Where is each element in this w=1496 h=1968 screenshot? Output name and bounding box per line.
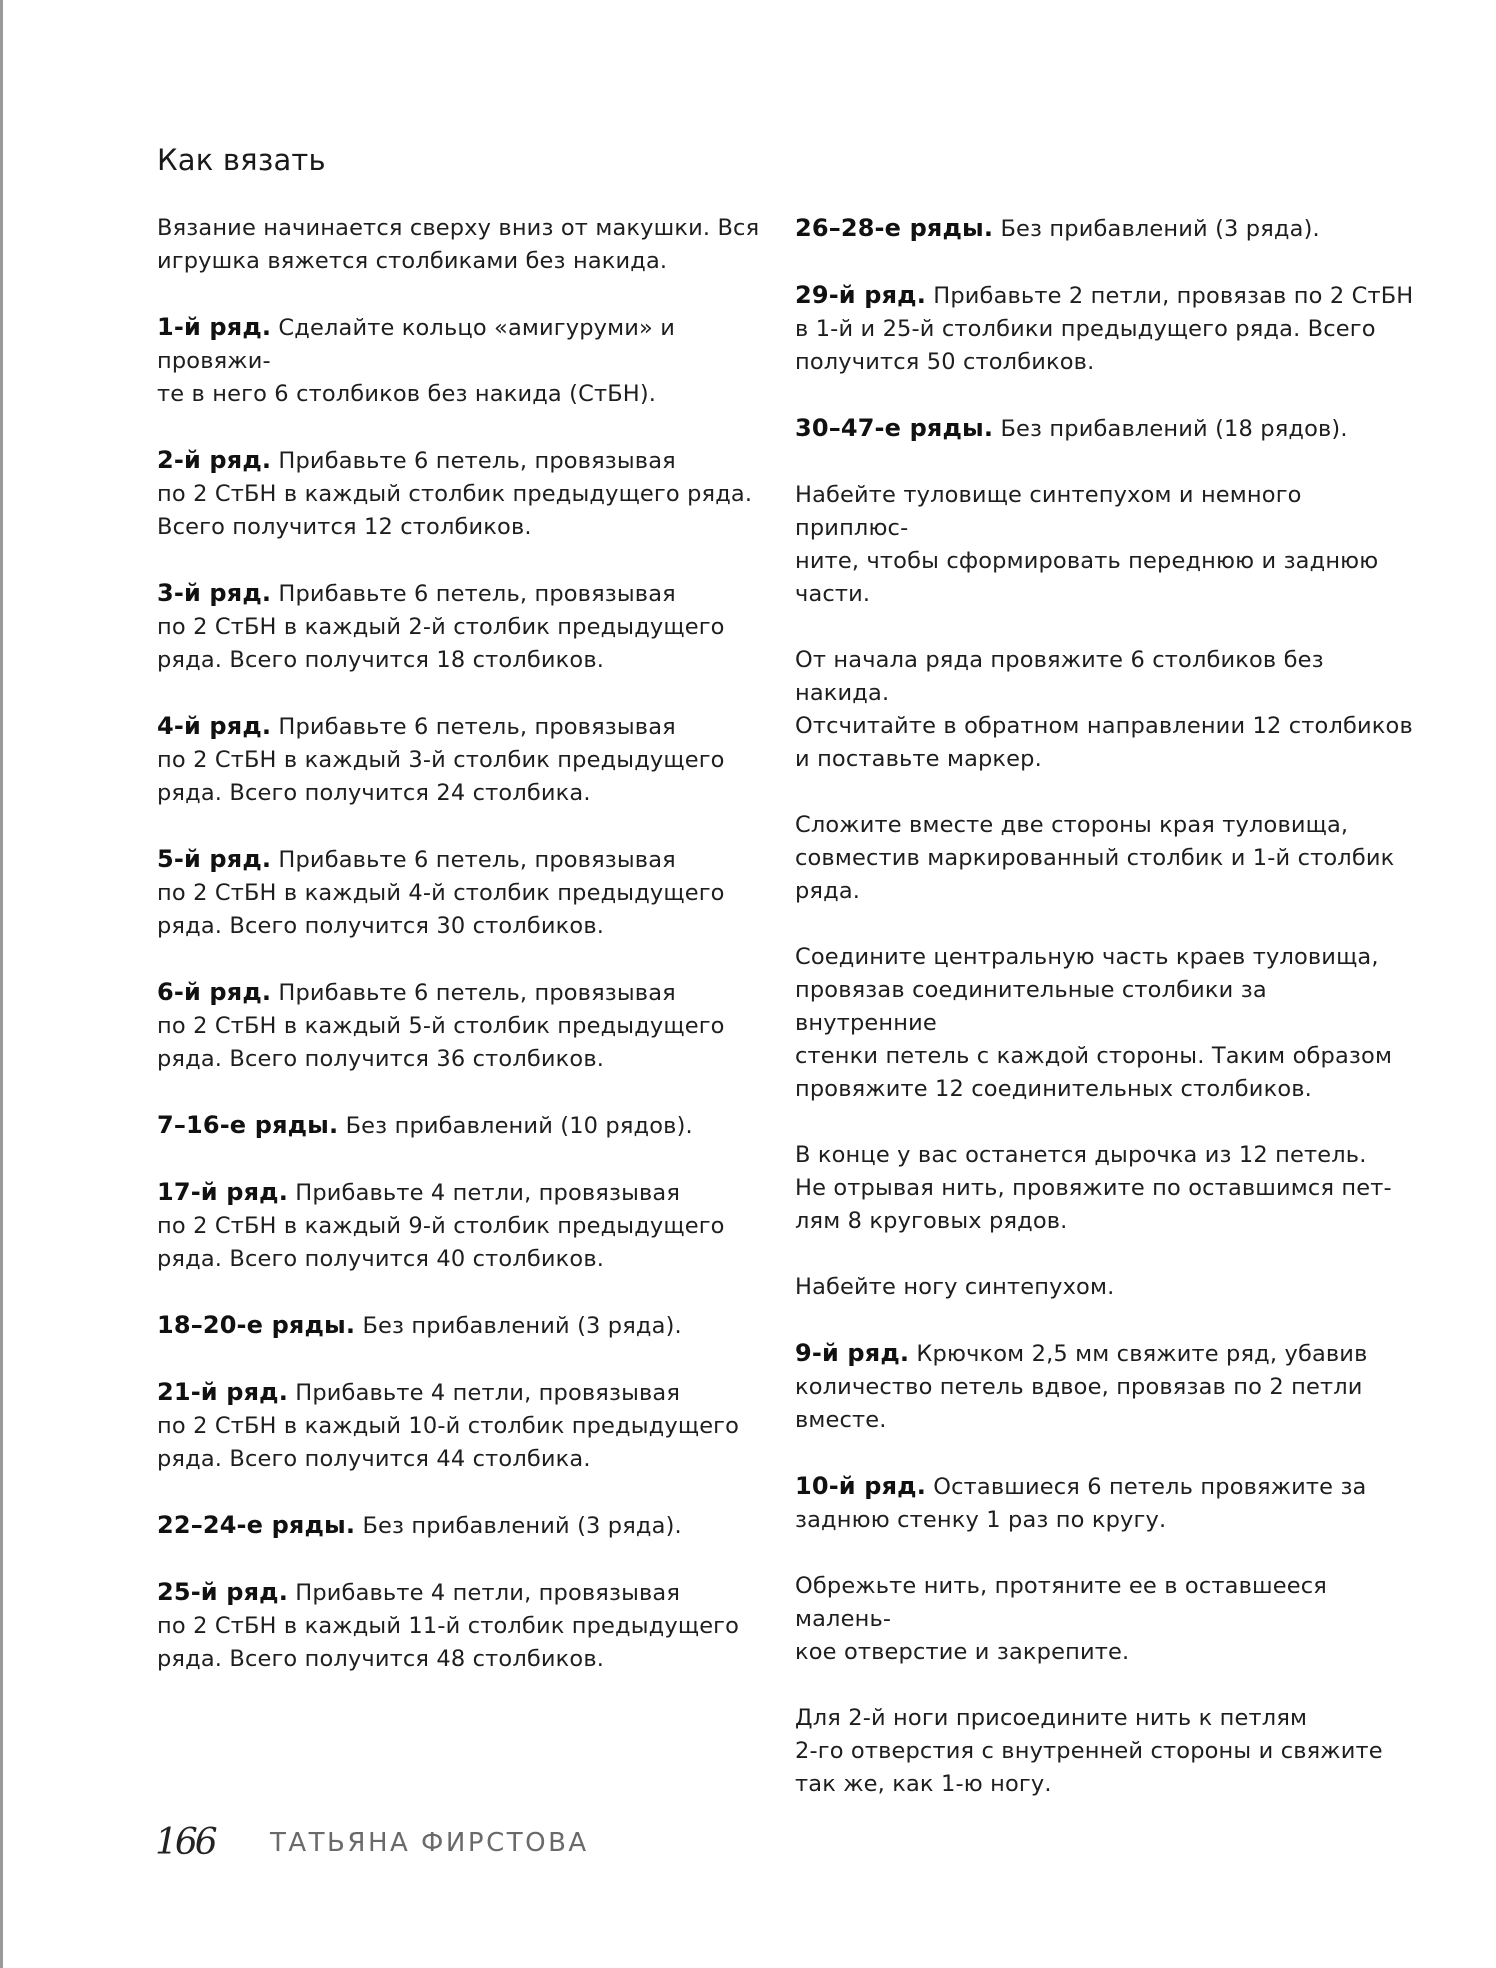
paragraph-text: Прибавьте 4 петли, провязывая по 2 СтБН в каждый 9-й столбик предыдущего ряда. Всего получится 40 столбиков. <box>157 1180 725 1272</box>
paragraph-text: Без прибавлений (18 рядов). <box>993 416 1348 442</box>
paragraph <box>157 710 777 810</box>
paragraph <box>795 1702 1415 1801</box>
paragraph-text: Набейте туловище синтепухом и немного приплюс- ните, чтобы сформировать переднюю и заднюю части. <box>795 482 1379 607</box>
paragraph-text: Сделайте кольцо «амигуруми» и провяжи- те в него 6 столбиков без накида (СтБН). <box>157 315 676 407</box>
paragraph <box>795 1470 1415 1537</box>
row-label: 2-й ряд. <box>157 446 272 474</box>
row-label: 10-й ряд. <box>795 1472 926 1500</box>
paragraph <box>157 577 777 677</box>
paragraph <box>157 976 777 1076</box>
paragraph-text: Без прибавлений (3 ряда). <box>355 1513 682 1539</box>
paragraph <box>157 444 777 544</box>
paragraph-text: Без прибавлений (3 ряда). <box>355 1313 682 1339</box>
row-label: 4-й ряд. <box>157 712 272 740</box>
paragraph <box>795 212 1415 246</box>
row-label: 29-й ряд. <box>795 281 926 309</box>
paragraph <box>795 479 1415 611</box>
row-label: 3-й ряд. <box>157 579 272 607</box>
paragraph <box>795 941 1415 1106</box>
paragraph <box>795 412 1415 446</box>
row-label: 25-й ряд. <box>157 1578 288 1606</box>
paragraph-text: Оставшиеся 6 петель провяжите за заднюю стенку 1 раз по кругу. <box>795 1474 1367 1533</box>
row-label: 26–28-е ряды. <box>795 214 994 242</box>
paragraph-text: Прибавьте 4 петли, провязывая по 2 СтБН в каждый 10-й столбик предыдущего ряда. Всего получится 44 столбика. <box>157 1380 740 1472</box>
paragraph <box>795 1570 1415 1669</box>
paragraph <box>157 1376 777 1476</box>
paragraph-text: В конце у вас останется дырочка из 12 петель. Не отрывая нить, провяжите по оставшимся пет- лям 8 круговых рядов. <box>795 1142 1392 1234</box>
right-text-column <box>795 212 1415 1834</box>
paragraph-text: Прибавьте 6 петель, провязывая по 2 СтБН в каждый столбик предыдущего ряда. Всего получится 12 столбиков. <box>157 448 753 540</box>
row-label: 22–24-е ряды. <box>157 1511 356 1539</box>
paragraph-text: Прибавьте 6 петель, провязывая по 2 СтБН в каждый 4-й столбик предыдущего ряда. Всего получится 30 столбиков. <box>157 847 725 939</box>
paragraph-text: Обрежьте нить, протяните ее в оставшееся малень- кое отверстие и закрепите. <box>795 1573 1327 1665</box>
paragraph-text: Прибавьте 4 петли, провязывая по 2 СтБН в каждый 11-й столбик предыдущего ряда. Всего получится 48 столбиков. <box>157 1580 740 1672</box>
paragraph <box>157 1109 777 1143</box>
paragraph-text: Сложите вместе две стороны края туловища, совместив маркированный столбик и 1-й столбик ряда. <box>795 812 1395 904</box>
paragraph-text: Без прибавлений (10 рядов). <box>338 1113 693 1139</box>
row-label: 18–20-е ряды. <box>157 1311 356 1339</box>
paragraph <box>157 311 777 411</box>
page-number: 166 <box>155 1822 215 1863</box>
paragraph-text: Прибавьте 2 петли, провязав по 2 СтБН в 1-й и 25-й столбики предыдущего ряда. Всего получится 50 столбиков. <box>795 283 1414 375</box>
paragraph-text: Без прибавлений (3 ряда). <box>993 216 1320 242</box>
paragraph-text: Набейте ногу синтепухом. <box>795 1274 1115 1300</box>
row-label: 7–16-е ряды. <box>157 1111 339 1139</box>
left-text-column <box>157 212 777 1709</box>
paragraph-text: Прибавьте 6 петель, провязывая по 2 СтБН в каждый 5-й столбик предыдущего ряда. Всего получится 36 столбиков. <box>157 980 725 1072</box>
paragraph <box>157 1509 777 1543</box>
paragraph <box>157 1176 777 1276</box>
paragraph-text: Прибавьте 6 петель, провязывая по 2 СтБН в каждый 2-й столбик предыдущего ряда. Всего получится 18 столбиков. <box>157 581 725 673</box>
paragraph <box>157 1576 777 1676</box>
paragraph-text: Для 2-й ноги присоедините нить к петлям 2-го отверстия с внутренней стороны и свяжите так же, как 1-ю ногу. <box>795 1705 1383 1797</box>
paragraph-text: Крючком 2,5 мм свяжите ряд, убавив количество петель вдвое, провязав по 2 петли вместе. <box>795 1341 1368 1433</box>
row-label: 21-й ряд. <box>157 1378 288 1406</box>
paragraph-text: Соедините центральную часть краев туловища, провязав соединительные столбики за внутренние стенки петель с каждой стороны. Таким образом провяжите 12 соединительных столбиков. <box>795 944 1393 1102</box>
section-heading: Как вязать <box>157 143 326 177</box>
row-label: 17-й ряд. <box>157 1178 288 1206</box>
row-label: 1-й ряд. <box>157 313 272 341</box>
paragraph-text: Вязание начинается сверху вниз от макушки. Вся игрушка вяжется столбиками без накида. <box>157 215 760 274</box>
page-edge-line <box>0 0 3 1968</box>
paragraph <box>157 843 777 943</box>
paragraph <box>795 1139 1415 1238</box>
paragraph <box>157 212 777 278</box>
paragraph <box>795 644 1415 776</box>
paragraph <box>795 1337 1415 1437</box>
paragraph-text: От начала ряда провяжите 6 столбиков без накида. Отсчитайте в обратном направлении 12 столбиков и поставьте маркер. <box>795 647 1413 772</box>
paragraph <box>795 1271 1415 1304</box>
row-label: 5-й ряд. <box>157 845 272 873</box>
paragraph <box>795 809 1415 908</box>
paragraph-text: Прибавьте 6 петель, провязывая по 2 СтБН в каждый 3-й столбик предыдущего ряда. Всего получится 24 столбика. <box>157 714 725 806</box>
paragraph <box>795 279 1415 379</box>
row-label: 9-й ряд. <box>795 1339 910 1367</box>
row-label: 6-й ряд. <box>157 978 272 1006</box>
author-name: ТАТЬЯНА ФИРСТОВА <box>270 1828 589 1858</box>
row-label: 30–47-е ряды. <box>795 414 994 442</box>
paragraph <box>157 1309 777 1343</box>
